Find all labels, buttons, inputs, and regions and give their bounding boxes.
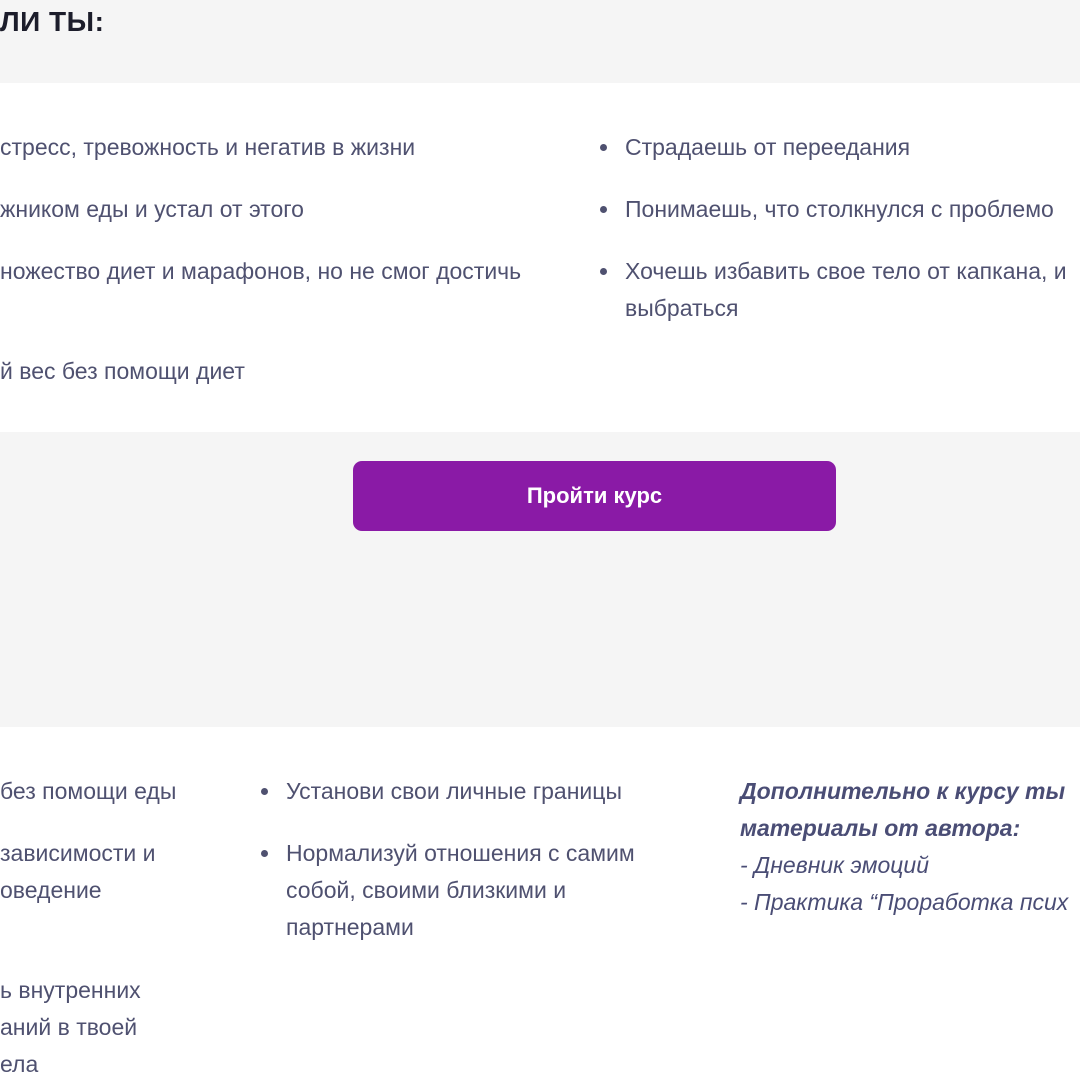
bonus-title: Дополнительно к курсу ты bbox=[740, 778, 1066, 804]
list-item-text: жником еды и устал от этого bbox=[0, 196, 304, 222]
list-item-text: Установи свои личные границы bbox=[286, 778, 622, 804]
list-item-text: Хочешь избавить свое тело от капкана, и bbox=[625, 258, 1067, 284]
list-item-text: Нормализуй отношения с самим bbox=[286, 840, 635, 866]
list-item-text: без помощи еды bbox=[0, 778, 177, 804]
bonus-title: материалы от автора: bbox=[740, 815, 1021, 841]
list-item-text: аний в твоей bbox=[0, 1014, 138, 1040]
list-item-text: Страдаешь от переедания bbox=[625, 134, 911, 160]
list-item-text: ножество диет и марафонов, но не смог достичь bbox=[0, 258, 522, 284]
bullet-icon bbox=[600, 206, 607, 213]
section-heading: ЛИ ТЫ: bbox=[0, 6, 105, 37]
list-item-text: стресс, тревожность и негатив в жизни bbox=[0, 134, 416, 160]
bullet-icon bbox=[261, 788, 268, 795]
section-header-band bbox=[0, 0, 1080, 83]
list-item-text: Понимаешь, что столкнулся с проблемо bbox=[625, 196, 1054, 222]
list-item-text: зависимости и bbox=[0, 840, 156, 866]
take-course-button[interactable]: Пройти курс bbox=[353, 461, 836, 531]
list-item-text: оведение bbox=[0, 877, 102, 903]
list-item-text: выбраться bbox=[625, 295, 739, 321]
list-item-text: партнерами bbox=[286, 914, 414, 940]
list-item-text: ь внутренних bbox=[0, 977, 141, 1003]
list-item-text: ела bbox=[0, 1051, 39, 1077]
bonus-item: - Практика “Проработка псих bbox=[740, 889, 1069, 915]
bullet-icon bbox=[261, 850, 268, 857]
bullet-icon bbox=[600, 268, 607, 275]
bullet-icon bbox=[600, 144, 607, 151]
list-item-text: й вес без помощи диет bbox=[0, 358, 245, 384]
list-item-text: собой, своими близкими и bbox=[286, 877, 567, 903]
bonus-item: - Дневник эмоций bbox=[740, 852, 929, 878]
